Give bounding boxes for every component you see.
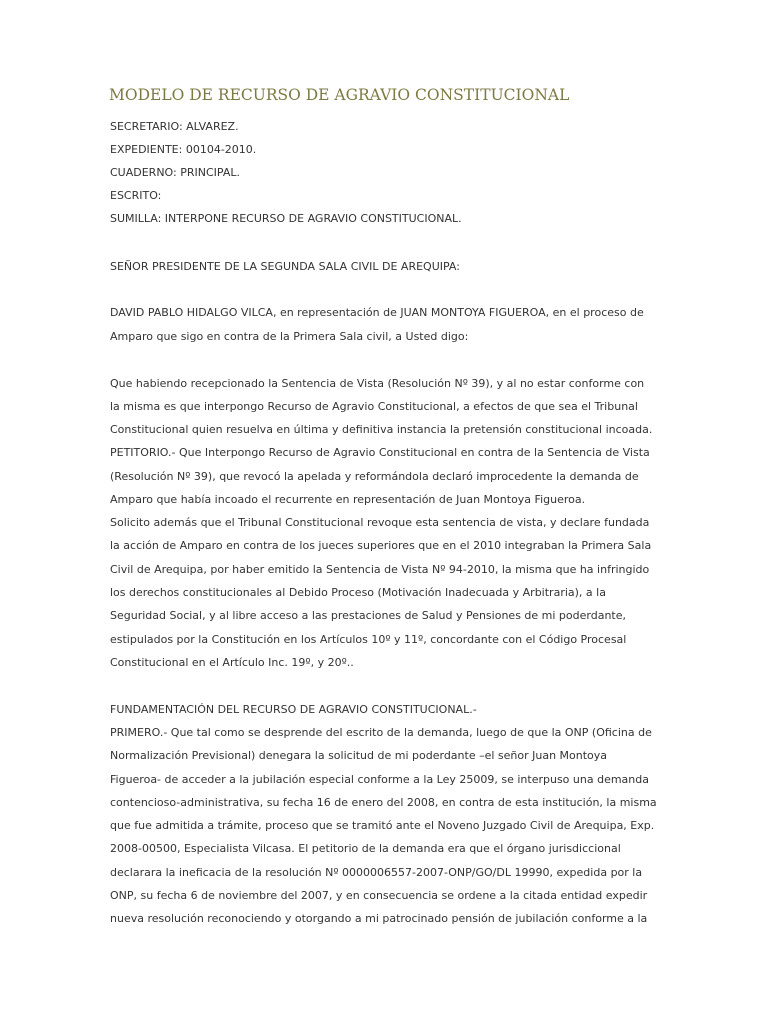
intro-line: Amparo que sigo en contra de la Primera Sala civil, a Usted digo: — [110, 330, 469, 343]
header-secretario: SECRETARIO: ALVAREZ. — [110, 120, 239, 133]
fundamentacion-line: declarara la ineficacia de la resolución Nº 0000006557-2007-ONP/GO/DL 19990, expedida por la — [110, 866, 643, 879]
fundamentacion-line: Figueroa- de acceder a la jubilación especial conforme a la Ley 25009, se interpuso una demanda — [110, 773, 649, 786]
fundamentacion-line: contencioso-administrativa, su fecha 16 de enero del 2008, en contra de esta institución, la misma — [110, 796, 657, 809]
body-line: Seguridad Social, y al libre acceso a las prestaciones de Salud y Pensiones de mi poderdante, — [110, 609, 626, 622]
intro-line: DAVID PABLO HIDALGO VILCA, en representación de JUAN MONTOYA FIGUEROA, en el proceso de — [110, 306, 644, 319]
fundamentacion-heading: FUNDAMENTACIÓN DEL RECURSO DE AGRAVIO CONSTITUCIONAL.- — [110, 703, 477, 716]
fundamentacion-line: ONP, su fecha 6 de noviembre del 2007, y en consecuencia se ordene a la citada entidad expedir — [110, 889, 648, 902]
body-line: estipulados por la Constitución en los Artículos 10º y 11º, concordante con el Código Procesal — [110, 633, 627, 646]
header-cuaderno: CUADERNO: PRINCIPAL. — [110, 166, 240, 179]
header-sumilla: SUMILLA: INTERPONE RECURSO DE AGRAVIO CONSTITUCIONAL. — [110, 212, 462, 225]
body-line: (Resolución Nº 39), que revocó la apelada y reformándola declaró improcedente la demanda de — [110, 470, 639, 483]
body-line: Civil de Arequipa, por haber emitido la Sentencia de Vista Nº 94-2010, la misma que ha infringido — [110, 563, 650, 576]
body-line: los derechos constitucionales al Debido Proceso (Motivación Inadecuada y Arbitraria), a la — [110, 586, 606, 599]
fundamentacion-line: PRIMERO.- Que tal como se desprende del escrito de la demanda, luego de que la ONP (Oficina de — [110, 726, 652, 739]
body-line: Que habiendo recepcionado la Sentencia de Vista (Resolución Nº 39), y al no estar conforme con — [110, 377, 645, 390]
body-line: Amparo que había incoado el recurrente en representación de Juan Montoya Figueroa. — [110, 493, 586, 506]
body-line: la misma es que interpongo Recurso de Agravio Constitucional, a efectos de que sea el Tribunal — [110, 400, 638, 413]
addressee: SEÑOR PRESIDENTE DE LA SEGUNDA SALA CIVIL DE AREQUIPA: — [110, 260, 460, 273]
body-line: Constitucional en el Artículo Inc. 19º, y 20º.. — [110, 656, 354, 669]
body-line: Solicito además que el Tribunal Constitucional revoque esta sentencia de vista, y declare fundada — [110, 516, 650, 529]
fundamentacion-line: que fue admitida a trámite, proceso que se tramitó ante el Noveno Juzgado Civil de Arequipa, Exp. — [110, 819, 655, 832]
header-expediente: EXPEDIENTE: 00104-2010. — [110, 143, 257, 156]
document-title: MODELO DE RECURSO DE AGRAVIO CONSTITUCIONAL — [109, 86, 570, 104]
fundamentacion-line: Normalización Previsional) denegara la solicitud de mi poderdante –el señor Juan Montoya — [110, 749, 608, 762]
body-line: la acción de Amparo en contra de los jueces superiores que en el 2010 integraban la Primera Sala — [110, 539, 652, 552]
fundamentacion-line: nueva resolución reconociendo y otorgando a mi patrocinado pensión de jubilación conforme a la — [110, 912, 648, 925]
header-escrito: ESCRITO: — [110, 189, 162, 202]
body-line: Constitucional quien resuelva en última y definitiva instancia la pretensión constitucional incoada. — [110, 423, 653, 436]
fundamentacion-line: 2008-00500, Especialista Vilcasa. El petitorio de la demanda era que el órgano jurisdiccional — [110, 842, 621, 855]
petitorio-line: PETITORIO.- Que Interpongo Recurso de Agravio Constitucional en contra de la Sentencia de Vista — [110, 446, 650, 459]
